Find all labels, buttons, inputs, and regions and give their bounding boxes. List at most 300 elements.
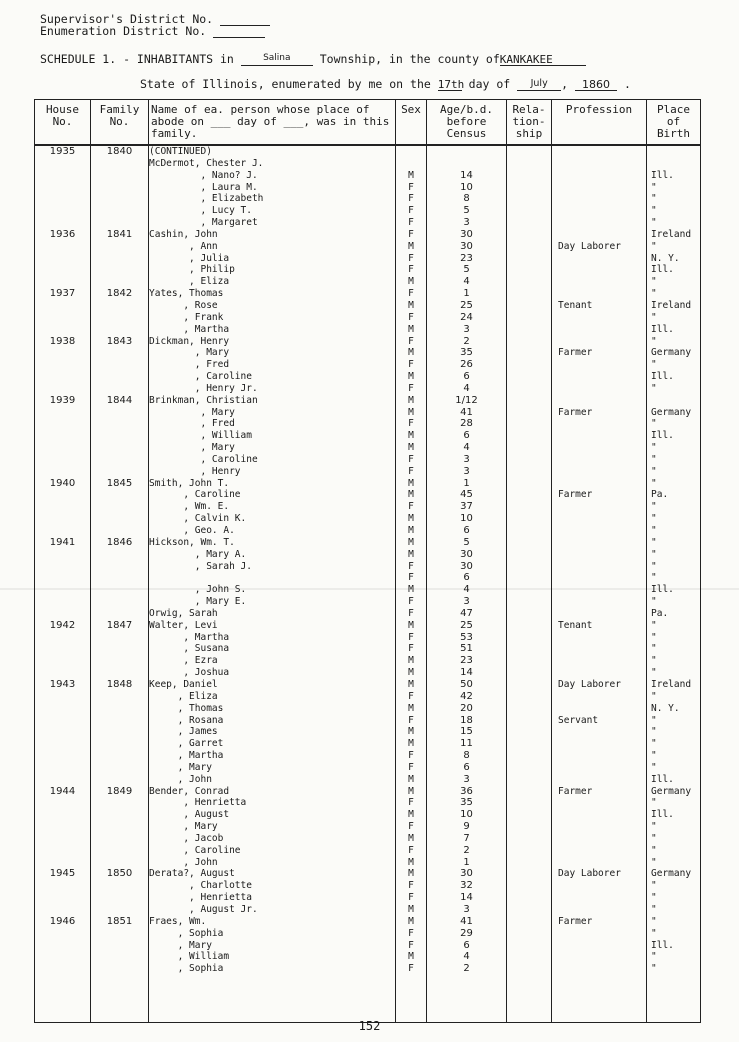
table-body (35, 145, 701, 1023)
person-name: , Mary (149, 762, 396, 774)
house-number (35, 383, 91, 395)
sex-value: F (396, 892, 427, 904)
relationship-value (507, 525, 552, 537)
relationship-value (507, 809, 552, 821)
sex-value: F (396, 501, 427, 513)
family-number (91, 501, 149, 513)
table-row (35, 347, 701, 359)
table-row (35, 845, 701, 857)
table-row (35, 466, 701, 478)
township-name: Salina (241, 53, 313, 66)
age-value: 30 (427, 229, 507, 241)
sex-value: M (396, 774, 427, 786)
age-value: 30 (427, 561, 507, 573)
age-value: 2 (427, 845, 507, 857)
profession-value (552, 336, 647, 348)
profession-value: Day Laborer (552, 868, 647, 880)
person-name: Walter, Levi (149, 620, 396, 632)
person-name: , Mary (149, 347, 396, 359)
birthplace-value: " (647, 797, 701, 809)
family-number (91, 703, 149, 715)
person-name: , Mary (149, 821, 396, 833)
house-number (35, 418, 91, 430)
family-number (91, 655, 149, 667)
table-row (35, 892, 701, 904)
birthplace-value: " (647, 596, 701, 608)
family-number (91, 170, 149, 182)
page-number: 152 (358, 1019, 381, 1033)
sex-value: F (396, 288, 427, 300)
relationship-value (507, 158, 552, 170)
person-name: , Lucy T. (149, 205, 396, 217)
relationship-value (507, 786, 552, 798)
table-row (35, 513, 701, 525)
birthplace-value: " (647, 762, 701, 774)
table-row (35, 383, 701, 395)
age-value: 25 (427, 300, 507, 312)
age-value: 1 (427, 288, 507, 300)
blank-cell (552, 975, 647, 1023)
family-number (91, 750, 149, 762)
table-row (35, 229, 701, 241)
person-name: , Susana (149, 643, 396, 655)
birthplace-value: " (647, 951, 701, 963)
month-value: July (517, 78, 561, 91)
house-number: 1936 (35, 229, 91, 241)
family-number (91, 217, 149, 229)
table-row (35, 738, 701, 750)
person-name: Keep, Daniel (149, 679, 396, 691)
age-value: 10 (427, 513, 507, 525)
birthplace-value: Ireland (647, 679, 701, 691)
profession-value (552, 655, 647, 667)
family-number: 1849 (91, 786, 149, 798)
age-value: 36 (427, 786, 507, 798)
age-value: 1/12 (427, 395, 507, 407)
family-number (91, 715, 149, 727)
table-row (35, 963, 701, 975)
table-row (35, 809, 701, 821)
age-value: 3 (427, 217, 507, 229)
profession-value: Servant (552, 715, 647, 727)
sex-value: F (396, 454, 427, 466)
family-number (91, 762, 149, 774)
family-number (91, 940, 149, 952)
sex-value: M (396, 513, 427, 525)
person-name: , Henrietta (149, 797, 396, 809)
family-number (91, 300, 149, 312)
profession-value (552, 632, 647, 644)
person-name: , William (149, 951, 396, 963)
table-row (35, 253, 701, 265)
table-row (35, 182, 701, 194)
relationship-value (507, 845, 552, 857)
profession-value (552, 264, 647, 276)
table-row (35, 691, 701, 703)
house-number (35, 264, 91, 276)
table-row (35, 288, 701, 300)
house-number (35, 762, 91, 774)
birthplace-value: " (647, 442, 701, 454)
relationship-value (507, 276, 552, 288)
person-name: , Wm. E. (149, 501, 396, 513)
table-row (35, 395, 701, 407)
birthplace-value: Ill. (647, 264, 701, 276)
profession-value (552, 762, 647, 774)
table-row (35, 821, 701, 833)
blank-cell (396, 975, 427, 1023)
sex-value: M (396, 620, 427, 632)
age-value: 3 (427, 774, 507, 786)
age-value: 42 (427, 691, 507, 703)
age-value: 14 (427, 892, 507, 904)
sex-value: M (396, 407, 427, 419)
sex-value: F (396, 229, 427, 241)
family-number (91, 963, 149, 975)
sex-value: M (396, 786, 427, 798)
sex-value: F (396, 217, 427, 229)
family-number (91, 182, 149, 194)
table-row (35, 537, 701, 549)
year-value: 1860 (575, 78, 617, 91)
table-row (35, 336, 701, 348)
house-number (35, 300, 91, 312)
house-number (35, 951, 91, 963)
table-row (35, 241, 701, 253)
sex-value: F (396, 750, 427, 762)
table-row (35, 359, 701, 371)
person-name: , Jacob (149, 833, 396, 845)
sex-value: M (396, 655, 427, 667)
sex-value: M (396, 525, 427, 537)
profession-value: Tenant (552, 620, 647, 632)
age-value: 4 (427, 383, 507, 395)
sex-value: F (396, 880, 427, 892)
house-number (35, 442, 91, 454)
house-number (35, 750, 91, 762)
house-number (35, 312, 91, 324)
house-number (35, 513, 91, 525)
birthplace-value: " (647, 928, 701, 940)
person-name: , Henrietta (149, 892, 396, 904)
house-number (35, 359, 91, 371)
sex-value: F (396, 608, 427, 620)
relationship-value (507, 253, 552, 265)
birthplace-value: " (647, 904, 701, 916)
person-name: , Sophia (149, 928, 396, 940)
house-number (35, 525, 91, 537)
relationship-value (507, 489, 552, 501)
sex-value (396, 158, 427, 170)
family-number (91, 205, 149, 217)
table-row (35, 584, 701, 596)
person-name: , Martha (149, 632, 396, 644)
person-name: , Joshua (149, 667, 396, 679)
person-name: , William (149, 430, 396, 442)
relationship-value (507, 561, 552, 573)
age-value: 3 (427, 904, 507, 916)
house-number (35, 182, 91, 194)
family-number (91, 572, 149, 584)
relationship-value (507, 300, 552, 312)
profession-value: Farmer (552, 786, 647, 798)
birthplace-value: " (647, 193, 701, 205)
profession-value (552, 821, 647, 833)
age-value (427, 158, 507, 170)
county-name: KANKAKEE (500, 53, 586, 66)
age-value: 4 (427, 951, 507, 963)
age-value: 14 (427, 170, 507, 182)
person-name: , Henry (149, 466, 396, 478)
table-row (35, 762, 701, 774)
page-fold (0, 588, 739, 590)
house-number (35, 158, 91, 170)
person-name: , Caroline (149, 454, 396, 466)
relationship-value (507, 726, 552, 738)
house-number (35, 276, 91, 288)
table-row (35, 904, 701, 916)
profession-value (552, 359, 647, 371)
age-value: 1 (427, 857, 507, 869)
sex-value: M (396, 276, 427, 288)
house-number (35, 454, 91, 466)
house-number (35, 217, 91, 229)
person-name: , Thomas (149, 703, 396, 715)
relationship-value (507, 596, 552, 608)
age-value: 10 (427, 809, 507, 821)
age-value: 6 (427, 430, 507, 442)
person-name: , Eliza (149, 276, 396, 288)
profession-value (552, 774, 647, 786)
birthplace-value: " (647, 549, 701, 561)
family-number (91, 324, 149, 336)
sex-value: M (396, 430, 427, 442)
sex-value: F (396, 643, 427, 655)
profession-value (552, 963, 647, 975)
sex-value: F (396, 418, 427, 430)
family-number (91, 253, 149, 265)
profession-value (552, 572, 647, 584)
house-number: 1935 (35, 145, 91, 158)
house-number: 1937 (35, 288, 91, 300)
birthplace-value: " (647, 525, 701, 537)
person-name: , Eliza (149, 691, 396, 703)
sex-value: M (396, 395, 427, 407)
family-number (91, 951, 149, 963)
birthplace-value: Ill. (647, 170, 701, 182)
person-name: , Elizabeth (149, 193, 396, 205)
person-name: , August (149, 809, 396, 821)
table-row (35, 572, 701, 584)
profession-value (552, 525, 647, 537)
house-number (35, 703, 91, 715)
birthplace-value: " (647, 513, 701, 525)
profession-value (552, 667, 647, 679)
age-value: 14 (427, 667, 507, 679)
house-number (35, 809, 91, 821)
house-number (35, 584, 91, 596)
profession-value (552, 951, 647, 963)
birthplace-value: " (647, 691, 701, 703)
birthplace-value: " (647, 572, 701, 584)
house-number (35, 857, 91, 869)
person-name: Orwig, Sarah (149, 608, 396, 620)
col-profession: Profession (552, 100, 647, 146)
birthplace-value: " (647, 738, 701, 750)
sex-value: M (396, 537, 427, 549)
profession-value (552, 276, 647, 288)
profession-value (552, 845, 647, 857)
birthplace-value: Germany (647, 347, 701, 359)
table-row (35, 158, 701, 170)
table-row (35, 833, 701, 845)
birthplace-value: " (647, 501, 701, 513)
family-number: 1843 (91, 336, 149, 348)
profession-value (552, 383, 647, 395)
age-value: 6 (427, 572, 507, 584)
profession-value (552, 833, 647, 845)
age-value: 35 (427, 347, 507, 359)
profession-value (552, 750, 647, 762)
table-row (35, 217, 701, 229)
family-number: 1844 (91, 395, 149, 407)
col-family: Family No. (91, 100, 149, 146)
relationship-value (507, 857, 552, 869)
relationship-value (507, 324, 552, 336)
relationship-value (507, 312, 552, 324)
age-value: 32 (427, 880, 507, 892)
family-number (91, 797, 149, 809)
table-row (35, 655, 701, 667)
table-row (35, 442, 701, 454)
relationship-value (507, 738, 552, 750)
sex-value: M (396, 442, 427, 454)
profession-value (552, 158, 647, 170)
age-value: 3 (427, 466, 507, 478)
sex-value: M (396, 833, 427, 845)
profession-value (552, 454, 647, 466)
person-name: , Laura M. (149, 182, 396, 194)
col-relation: Rela- tion- ship (507, 100, 552, 146)
age-value: 23 (427, 655, 507, 667)
birthplace-value: " (647, 643, 701, 655)
family-number (91, 561, 149, 573)
birthplace-value: " (647, 359, 701, 371)
birthplace-value: Ill. (647, 809, 701, 821)
birthplace-value: " (647, 454, 701, 466)
sex-value: F (396, 715, 427, 727)
age-value: 30 (427, 241, 507, 253)
person-name: , Calvin K. (149, 513, 396, 525)
house-number: 1941 (35, 537, 91, 549)
supervisor-label: Supervisor's District No. (40, 12, 214, 26)
col-birth: Place of Birth (647, 100, 701, 146)
profession-value (552, 726, 647, 738)
table-row (35, 620, 701, 632)
family-number (91, 383, 149, 395)
sex-value: F (396, 336, 427, 348)
relationship-value (507, 904, 552, 916)
profession-value (552, 940, 647, 952)
profession-value (552, 288, 647, 300)
table-row (35, 170, 701, 182)
person-name: , Henry Jr. (149, 383, 396, 395)
sex-value: M (396, 738, 427, 750)
profession-value: Day Laborer (552, 679, 647, 691)
house-number: 1943 (35, 679, 91, 691)
profession-value (552, 928, 647, 940)
sex-value: F (396, 383, 427, 395)
person-name: Dickman, Henry (149, 336, 396, 348)
relationship-value (507, 655, 552, 667)
profession-value (552, 324, 647, 336)
profession-value (552, 703, 647, 715)
relationship-value (507, 205, 552, 217)
relationship-value (507, 715, 552, 727)
relationship-value (507, 418, 552, 430)
relationship-value (507, 632, 552, 644)
profession-value (552, 561, 647, 573)
birthplace-value: " (647, 217, 701, 229)
person-name: , Martha (149, 324, 396, 336)
person-name: , Ezra (149, 655, 396, 667)
sex-value: M (396, 324, 427, 336)
col-sex: Sex (396, 100, 427, 146)
table-row (35, 726, 701, 738)
birthplace-value: " (647, 750, 701, 762)
family-number (91, 774, 149, 786)
table-row (35, 276, 701, 288)
family-number (91, 738, 149, 750)
family-number (91, 892, 149, 904)
person-name: , Rosana (149, 715, 396, 727)
relationship-value (507, 454, 552, 466)
sex-value: F (396, 253, 427, 265)
age-value: 41 (427, 407, 507, 419)
house-number (35, 501, 91, 513)
relationship-value (507, 478, 552, 490)
age-value: 35 (427, 797, 507, 809)
house-number (35, 489, 91, 501)
age-value: 6 (427, 762, 507, 774)
house-number (35, 347, 91, 359)
day-value: 17th (437, 78, 465, 91)
age-value: 24 (427, 312, 507, 324)
birthplace-value: " (647, 916, 701, 928)
age-value: 47 (427, 608, 507, 620)
house-number: 1946 (35, 916, 91, 928)
profession-value (552, 466, 647, 478)
sex-value: M (396, 584, 427, 596)
col-house: House No. (35, 100, 91, 146)
birthplace-value: " (647, 466, 701, 478)
house-number (35, 833, 91, 845)
relationship-value (507, 762, 552, 774)
relationship-value (507, 241, 552, 253)
person-name: , John S. (149, 584, 396, 596)
birthplace-value: " (647, 276, 701, 288)
profession-value: Tenant (552, 300, 647, 312)
person-name: Cashin, John (149, 229, 396, 241)
house-number (35, 430, 91, 442)
sex-value: M (396, 170, 427, 182)
house-number (35, 738, 91, 750)
age-value: 20 (427, 703, 507, 715)
relationship-value (507, 371, 552, 383)
blank-cell (91, 975, 149, 1023)
house-number (35, 324, 91, 336)
sex-value: M (396, 916, 427, 928)
